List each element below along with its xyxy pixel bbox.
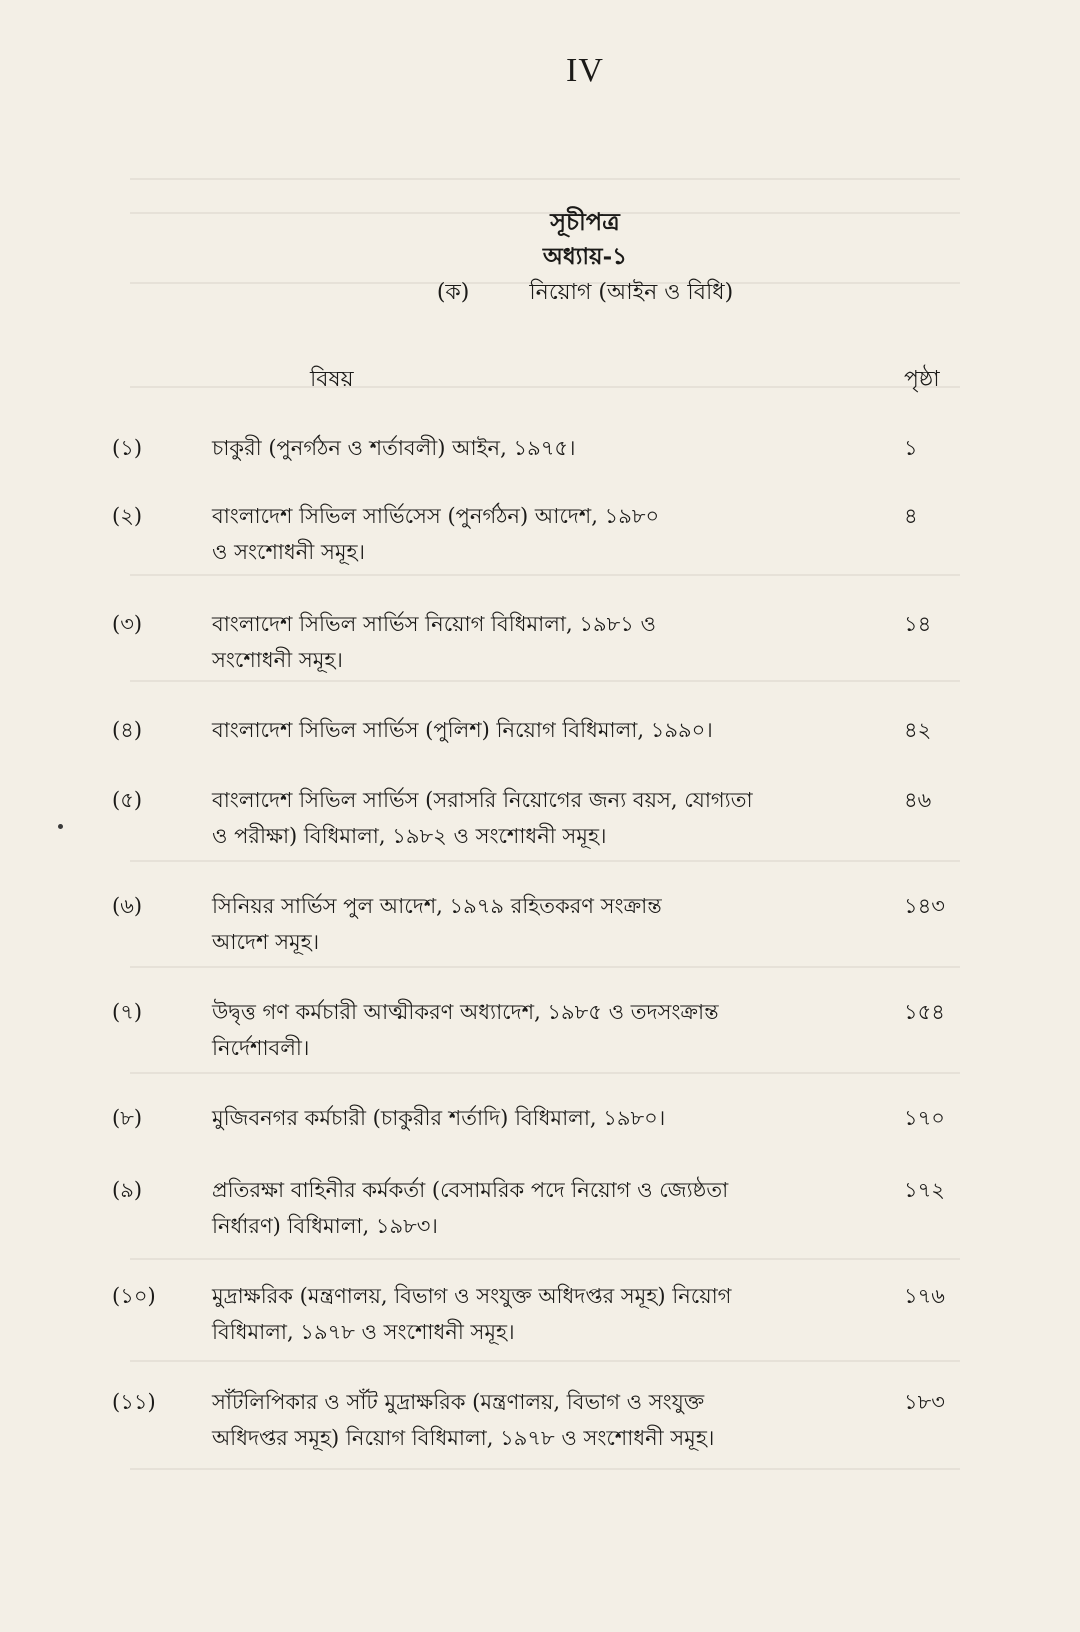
entry-page: ৪ (904, 504, 918, 528)
page-number-roman: IV (566, 52, 604, 89)
entry-text: উদ্বৃত্ত গণ কর্মচারী আত্মীকরণ অধ্যাদেশ, ১৯৮৫ ও তদসংক্রান্ত নির্দেশাবলী। (212, 1000, 719, 1060)
entry-number: (২) (112, 504, 143, 528)
entry-number: (৯) (112, 1178, 143, 1202)
entry-number: (৮) (112, 1106, 143, 1130)
stray-mark (58, 824, 63, 829)
entry-page: ১৪ (904, 612, 932, 636)
entry-text: বাংলাদেশ সিভিল সার্ভিস নিয়োগ বিধিমালা, ১৯৮১ ও সংশোধনী সমূহ। (212, 612, 656, 672)
entry-text: প্রতিরক্ষা বাহিনীর কর্মকর্তা (বেসামরিক পদে নিয়োগ ও জ্যেষ্ঠতা নির্ধারণ) বিধিমালা, ১৯৮৩। (212, 1178, 729, 1238)
entry-number: (৩) (112, 612, 143, 636)
entry-number: (৪) (112, 718, 143, 742)
entry-text: বাংলাদেশ সিভিল সার্ভিস (সরাসরি নিয়োগের জন্য বয়স, যোগ্যতা ও পরীক্ষা) বিধিমালা, ১৯৮২ ও সংশোধনী সমূহ। (212, 788, 753, 848)
entry-number: (১০) (112, 1284, 156, 1308)
toc-heading (0, 205, 1080, 311)
entry-page: ১৮৩ (904, 1390, 945, 1414)
entry-page: ১৭২ (904, 1178, 945, 1202)
entry-text: মুদ্রাক্ষরিক (মন্ত্রণালয়, বিভাগ ও সংযুক্ত অধিদপ্তর সমূহ) নিয়োগ বিধিমালা, ১৯৭৮ ও সংশোধনী সমূহ। (212, 1284, 732, 1344)
entry-number: (১১) (112, 1390, 156, 1414)
entry-text: বাংলাদেশ সিভিল সার্ভিসেস (পুনর্গঠন) আদেশ, ১৯৮০ ও সংশোধনী সমূহ। (212, 504, 660, 564)
entry-page: ৪৬ (904, 788, 932, 812)
entry-text: সিনিয়র সার্ভিস পুল আদেশ, ১৯৭৯ রহিতকরণ সংক্রান্ত আদেশ সমূহ। (212, 894, 662, 954)
section-heading (0, 275, 1080, 311)
entry-text: বাংলাদেশ সিভিল সার্ভিস (পুলিশ) নিয়োগ বিধিমালা, ১৯৯০। (212, 718, 713, 742)
column-header-subject: বিষয় (310, 367, 354, 392)
entry-page: ১৪৩ (904, 894, 945, 918)
entry-text: সাঁটলিপিকার ও সাঁট মুদ্রাক্ষরিক (মন্ত্রণালয়, বিভাগ ও সংযুক্ত অধিদপ্তর সমূহ) নিয়োগ বিধিমালা, ১৯৭৮ ও সংশোধনী সমূহ। (212, 1390, 715, 1450)
toc-title: সূচীপত্র (550, 207, 620, 236)
entry-text: চাকুরী (পুনর্গঠন ও শর্তাবলী) আইন, ১৯৭৫। (212, 436, 576, 460)
section-mark: (ক) (436, 280, 470, 305)
section-title: নিয়োগ (আইন ও বিধি) (529, 280, 734, 305)
chapter-heading: অধ্যায়-১ (542, 243, 628, 270)
entry-text: মুজিবনগর কর্মচারী (চাকুরীর শর্তাদি) বিধিমালা, ১৯৮০। (212, 1106, 666, 1130)
entry-page: ৪২ (904, 718, 932, 742)
entry-number: (৫) (112, 788, 143, 812)
entry-number: (১) (112, 436, 143, 460)
entry-number: (৭) (112, 1000, 143, 1024)
entry-page: ১৫৪ (904, 1000, 945, 1024)
entry-page: ১৭৬ (904, 1284, 945, 1308)
entry-page: ১৭০ (904, 1106, 945, 1130)
entry-page: ১ (904, 436, 918, 460)
column-header-page: পৃষ্ঠা (904, 367, 940, 392)
entry-number: (৬) (112, 894, 143, 918)
